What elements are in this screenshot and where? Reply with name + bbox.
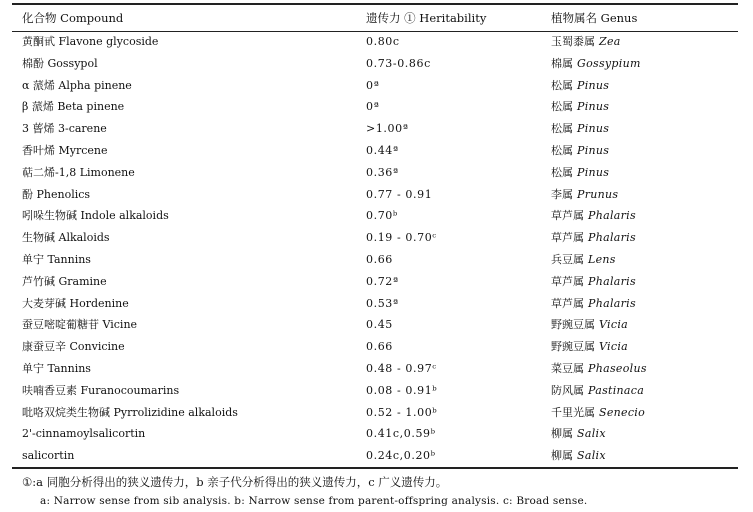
footnote-chinese: ①:a 同胞分析得出的狭义遗传力，b 亲子代分析得出的狭义遗传力，c 广义遗传力。 [22, 475, 448, 489]
genus-cell [551, 205, 636, 227]
genus-latin-name: Phalaris [588, 296, 636, 310]
heritability-cell: 0.72ª [366, 274, 399, 288]
table-row [0, 118, 753, 140]
heritability-cell: 0.44ª [366, 144, 399, 157]
table-row [0, 227, 753, 249]
heritability-cell: 0.70ᵇ [366, 209, 398, 223]
genus-cell [551, 227, 636, 249]
genus-chinese-name: 草芦属 [551, 274, 584, 288]
compound-cell: 生物碱 Alkaloids [22, 231, 110, 245]
genus-latin-name: Vicia [599, 318, 629, 332]
genus-cell [551, 271, 636, 293]
genus-cell [551, 293, 636, 315]
genus-latin-name: Pinus [577, 78, 610, 92]
heritability-cell: 0.53ª [366, 296, 399, 310]
genus-latin-name: Pinus [577, 122, 610, 136]
genus-cell [551, 314, 628, 336]
table-row [0, 402, 753, 424]
genus-cell [551, 358, 647, 380]
genus-chinese-name: 野豌豆属 [551, 318, 595, 332]
genus-latin-name: Vicia [599, 340, 629, 354]
genus-cell [551, 423, 606, 445]
table-row [0, 336, 753, 358]
table-row [0, 205, 753, 227]
header-compound: 化合物 Compound [22, 11, 124, 25]
genus-latin-name: Pinus [577, 144, 610, 157]
compound-cell: 3 蒈烯 3-carene [22, 122, 107, 136]
genus-chinese-name: 柳属 [551, 449, 573, 463]
genus-chinese-name: 草芦属 [551, 296, 584, 310]
genus-chinese-name: 棉属 [551, 56, 573, 70]
genus-chinese-name: 兵豆属 [551, 253, 584, 266]
compound-cell: 吲哚生物碱 Indole alkaloids [22, 209, 169, 223]
heritability-cell: 0.66 [366, 253, 393, 266]
genus-cell [551, 184, 618, 206]
genus-latin-name: Pinus [577, 165, 610, 179]
heritability-cell: >1.00ª [366, 122, 409, 136]
compound-cell: 蚕豆嘧啶葡糖苷 Vicine [22, 318, 138, 332]
genus-latin-name: Lens [588, 253, 616, 266]
compound-cell: 棉酚 Gossypol [22, 56, 98, 70]
compound-cell: salicortin [22, 449, 75, 463]
table-row [0, 96, 753, 118]
compound-cell: 芦竹碱 Gramine [22, 274, 107, 288]
compound-cell: β 蒎烯 Beta pinene [22, 100, 125, 114]
genus-cell [551, 31, 621, 53]
genus-chinese-name: 防风属 [551, 383, 584, 397]
genus-chinese-name: 菜豆属 [551, 362, 584, 375]
genus-latin-name: Salix [577, 449, 606, 463]
compound-cell: 香叶烯 Myrcene [22, 144, 108, 157]
compound-cell: 单宁 Tannins [22, 253, 91, 266]
heritability-cell: 0.52 - 1.00ᵇ [366, 405, 438, 419]
table-row [0, 423, 753, 445]
genus-cell [551, 118, 609, 140]
table-row [0, 380, 753, 402]
genus-cell [551, 96, 609, 118]
genus-latin-name: Salix [577, 427, 606, 441]
genus-chinese-name: 千里光属 [551, 405, 595, 419]
heritability-cell: 0.80c [366, 35, 400, 48]
compound-cell: 大麦芽碱 Hordenine [22, 296, 129, 310]
table-row [0, 445, 753, 467]
genus-cell [551, 53, 641, 75]
compound-cell: 吡咯双烷类生物碱 Pyrrolizidine alkaloids [22, 405, 238, 419]
table-row [0, 162, 753, 184]
genus-chinese-name: 松属 [551, 122, 573, 136]
genus-latin-name: Gossypium [577, 56, 641, 70]
table-row [0, 140, 753, 162]
heritability-cell: 0.08 - 0.91ᵇ [366, 383, 438, 397]
table-row [0, 358, 753, 380]
header-heritability: 遗传力 ① Heritability [366, 11, 487, 25]
table-row [0, 314, 753, 336]
compound-cell: 萜二烯-1,8 Limonene [22, 165, 135, 179]
genus-latin-name: Phaseolus [588, 362, 647, 375]
genus-chinese-name: 草芦属 [551, 231, 584, 245]
genus-cell [551, 445, 606, 467]
genus-chinese-name: 松属 [551, 144, 573, 157]
genus-chinese-name: 柳属 [551, 427, 573, 441]
genus-chinese-name: 玉蜀黍属 [551, 35, 595, 48]
table-row [0, 31, 753, 53]
heritability-cell: 0.41c,0.59ᵇ [366, 427, 436, 441]
genus-chinese-name: 草芦属 [551, 209, 584, 223]
heritability-cell: 0ª [366, 78, 380, 92]
genus-chinese-name: 松属 [551, 78, 573, 92]
heritability-cell: 0ª [366, 100, 380, 114]
heritability-cell: 0.19 - 0.70ᶜ [366, 231, 437, 245]
genus-latin-name: Pastinaca [588, 383, 645, 397]
genus-chinese-name: 野豌豆属 [551, 340, 595, 354]
heritability-cell: 0.24c,0.20ᵇ [366, 449, 436, 463]
genus-chinese-name: 李属 [551, 187, 573, 201]
compound-cell: 2'-cinnamoylsalicortin [22, 427, 146, 441]
heritability-cell: 0.45 [366, 318, 393, 332]
compound-cell: 黄酮甙 Flavone glycoside [22, 35, 159, 48]
genus-latin-name: Senecio [599, 405, 646, 419]
genus-cell [551, 402, 645, 424]
heritability-cell: 0.66 [366, 340, 393, 354]
heritability-cell: 0.73-0.86c [366, 56, 431, 70]
heritability-cell: 0.36ª [366, 165, 399, 179]
compound-cell: 呋喃香豆素 Furanocoumarins [22, 383, 180, 397]
table-bottom-rule [12, 467, 738, 469]
table-row [0, 53, 753, 75]
compound-cell: 康蚕豆辛 Convicine [22, 340, 125, 354]
table-row [0, 293, 753, 315]
compound-cell: α 蒎烯 Alpha pinene [22, 78, 132, 92]
genus-latin-name: Zea [599, 35, 621, 48]
table-row [0, 184, 753, 206]
header-genus: 植物属名 Genus [551, 11, 638, 25]
table-row [0, 249, 753, 271]
genus-chinese-name: 松属 [551, 165, 573, 179]
table-row [0, 75, 753, 97]
genus-cell [551, 162, 609, 184]
table-row [0, 271, 753, 293]
genus-latin-name: Prunus [577, 187, 619, 201]
footnote-english: a: Narrow sense from sib analysis. b: Narrow sense from parent-offspring analysis. c: Broad sense. [40, 495, 588, 507]
genus-cell [551, 75, 609, 97]
genus-latin-name: Phalaris [588, 231, 636, 245]
compound-cell: 单宁 Tannins [22, 362, 91, 375]
heritability-cell: 0.48 - 0.97ᶜ [366, 362, 437, 375]
compound-cell: 酚 Phenolics [22, 187, 91, 201]
genus-latin-name: Phalaris [588, 274, 636, 288]
table-top-rule [12, 3, 738, 5]
genus-cell [551, 336, 628, 358]
genus-cell [551, 140, 609, 162]
genus-cell [551, 249, 616, 271]
genus-latin-name: Pinus [577, 100, 610, 114]
genus-cell [551, 380, 644, 402]
heritability-cell: 0.77 - 0.91 [366, 187, 433, 201]
genus-chinese-name: 松属 [551, 100, 573, 114]
genus-latin-name: Phalaris [588, 209, 636, 223]
